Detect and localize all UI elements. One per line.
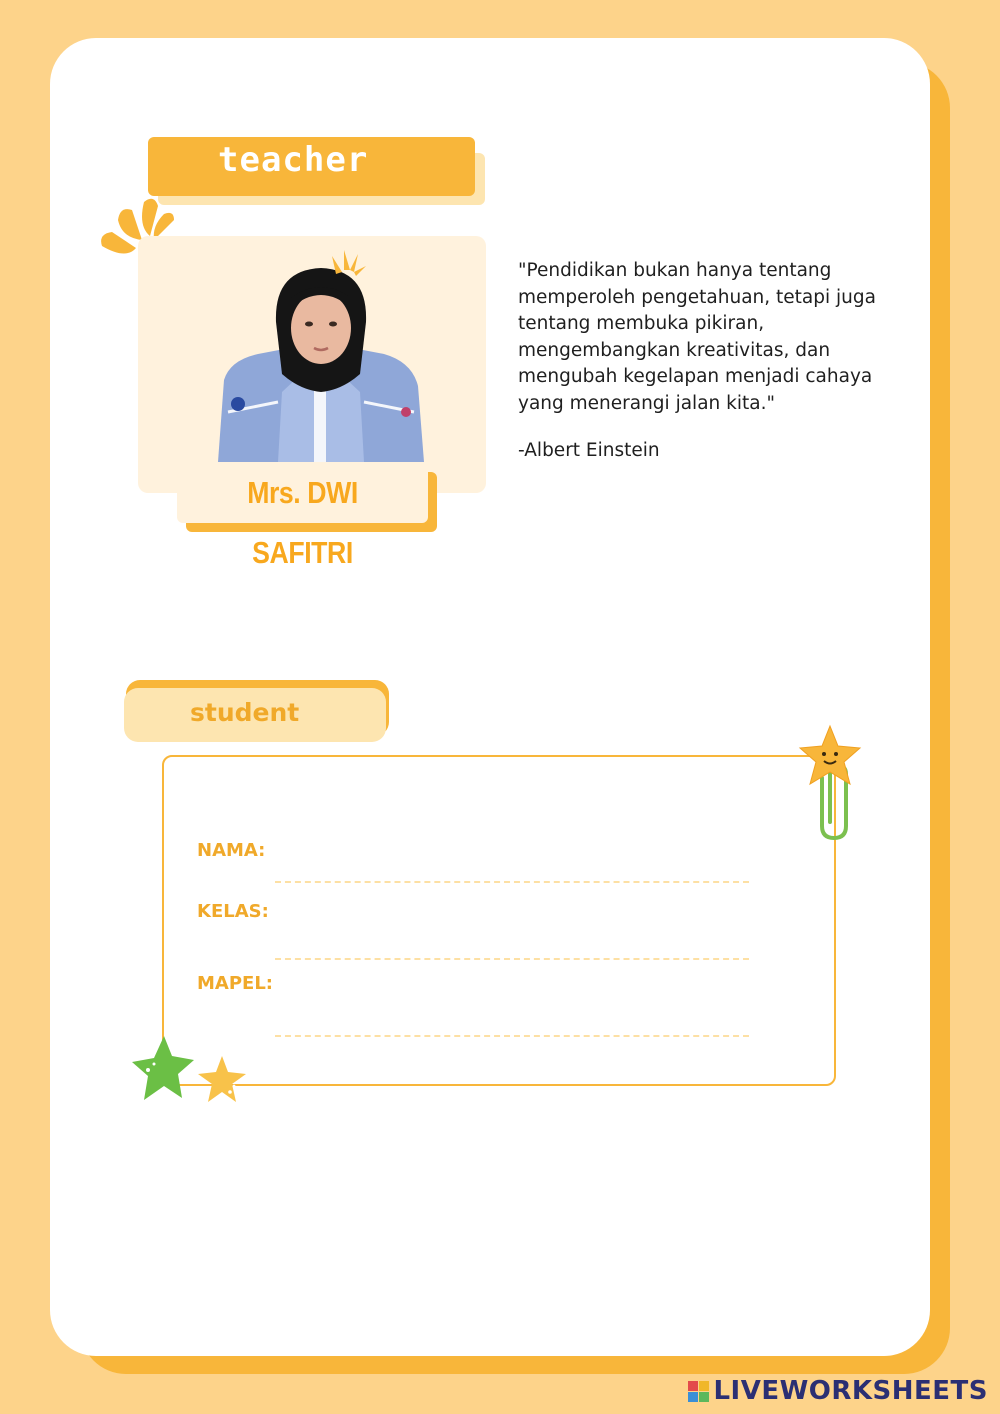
teacher-quote: "Pendidikan bukan hanya tentang memperoleh pengetahuan, tetapi juga tentang membuka pikiran, mengembangkan kreativitas, dan mengubah kegelapan menjadi cahaya yang menerangi jalan kita." xyxy=(518,260,876,414)
paperclip-star-icon xyxy=(796,724,868,842)
teacher-photo xyxy=(218,262,424,462)
liveworksheets-logo-icon xyxy=(688,1381,709,1402)
kelas-label: KELAS: xyxy=(197,901,269,922)
nama-label: NAMA: xyxy=(197,840,266,861)
stars-decoration-icon xyxy=(130,1034,254,1114)
nama-input-line[interactable] xyxy=(275,881,749,883)
liveworksheets-watermark xyxy=(688,1376,988,1406)
teacher-name: Mrs. DWI SAFITRI xyxy=(247,475,358,570)
mapel-label: MAPEL: xyxy=(197,973,273,994)
quote-author: -Albert Einstein xyxy=(518,440,660,461)
mapel-input-line[interactable] xyxy=(275,1035,749,1037)
small-burst-decoration-icon xyxy=(326,248,368,282)
kelas-input-line[interactable] xyxy=(275,958,749,960)
student-section-title: student xyxy=(190,698,300,727)
teacher-section-title: teacher xyxy=(218,140,369,180)
watermark-text: LIVEWORKSHEETS xyxy=(713,1376,988,1406)
